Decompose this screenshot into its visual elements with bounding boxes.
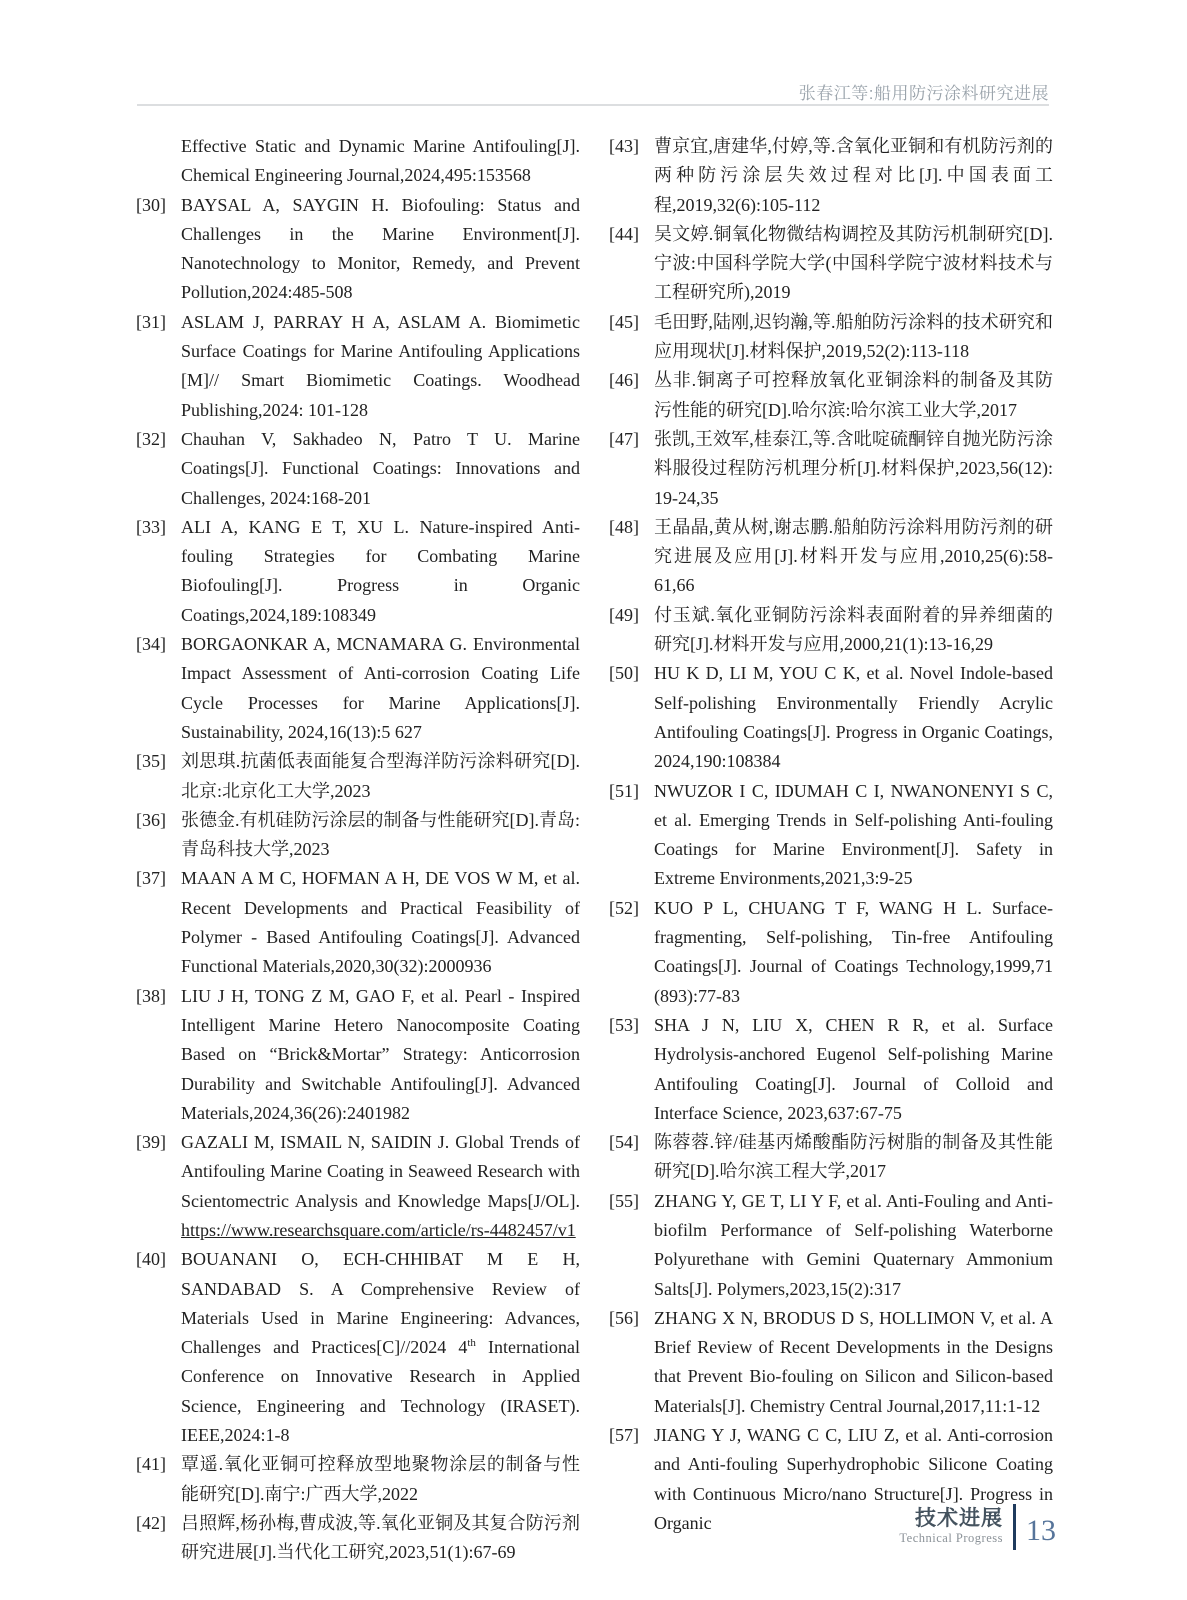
reference-text — [181, 747, 580, 806]
reference-text — [181, 982, 580, 1128]
reference-text — [181, 191, 580, 308]
reference-part: 丛非.铜离子可控释放氧化亚铜涂料的制备及其防污性能的研究[D].哈尔滨:哈尔滨工业大学,2017 — [654, 370, 1053, 420]
reference-text — [181, 864, 580, 981]
reference-part: GAZALI M, ISMAIL N, SAIDIN J. Global Trends of Antifouling Marine Coating in Seaweed Research with Scientomectric Analysis and Knowledge Maps[J/OL]. — [181, 1132, 580, 1211]
reference-text — [654, 777, 1053, 894]
reference-part: BAYSAL A, SAYGIN H. Biofouling: Status and Challenges in the Marine Environment[J]. Nanotechnology to Monitor, Remedy, and Prevent Pollution,2024:485-508 — [181, 194, 580, 303]
reference-item — [609, 894, 1053, 1011]
reference-label: [55] — [609, 1190, 639, 1211]
reference-item — [609, 366, 1053, 425]
reference-text — [654, 513, 1053, 601]
reference-url-link[interactable]: https://www.researchsquare.com/article/rs-4482457/v1 — [181, 1219, 576, 1240]
reference-label: [42] — [136, 1512, 166, 1533]
reference-item — [609, 132, 1053, 220]
reference-text — [654, 1011, 1053, 1128]
reference-item — [609, 220, 1053, 308]
reference-part: Chauhan V, Sakhadeo N, Patro T U. Marine Coatings[J]. Functional Coatings: Innovations and Challenges, 2024:168-201 — [181, 428, 580, 508]
reference-part: 吴文婷.铜氧化物微结构调控及其防污机制研究[D].宁波:中国科学院大学(中国科学院宁波材料技术与工程研究所),2019 — [654, 223, 1053, 303]
reference-label: [44] — [609, 223, 639, 244]
reference-text — [654, 601, 1053, 660]
reference-part: BOUANANI O, ECH-CHHIBAT M E H, SANDABAD S. A Comprehensive Review of Materials Used in Marine Engineering: Advances, Challenges and Practices[C]//2024 4 — [181, 1249, 580, 1358]
reference-part: ALI A, KANG E T, XU L. Nature-inspired Anti-fouling Strategies for Combating Marine Biofouling[J]. Progress in Organic Coatings,2024,189:108349 — [181, 516, 580, 625]
reference-label: [46] — [609, 370, 639, 391]
reference-item — [136, 513, 580, 630]
reference-label: [51] — [609, 780, 639, 801]
reference-item — [136, 806, 580, 865]
reference-label: [31] — [136, 311, 166, 332]
reference-label: [50] — [609, 663, 639, 684]
reference-part: KUO P L, CHUANG T F, WANG H L. Surface-fragmenting, Self-polishing, Tin-free Antifouling Coatings[J]. Journal of Coatings Technology,1999,71 (893):77-83 — [654, 897, 1053, 1006]
reference-label: [54] — [609, 1132, 639, 1153]
reference-part: 张凯,王效军,桂泰江,等.含吡啶硫酮锌自抛光防污涂料服役过程防污机理分析[J].材料保护,2023,56(12): 19-24,35 — [654, 428, 1053, 508]
reference-part: Effective Static and Dynamic Marine Antifouling[J]. Chemical Engineering Journal,2024,495:153568 — [181, 136, 580, 186]
reference-label: [52] — [609, 897, 639, 918]
reference-label: [53] — [609, 1014, 639, 1035]
reference-part: International Conference on Innovative Research in Applied Science, Engineering and Technology (IRASET). IEEE,2024:1-8 — [181, 1337, 580, 1446]
reference-part: BORGAONKAR A, MCNAMARA G. Environmental Impact Assessment of Anti-corrosion Coating Life Cycle Processes for Marine Applications[J]. Sustainability, 2024,16(13):5 627 — [181, 634, 580, 742]
reference-part: ZHANG Y, GE T, LI Y F, et al. Anti-Fouling and Anti-biofilm Performance of Self-polishing Waterborne Polyurethane with Gemini Quaternary Ammonium Salts[J]. Polymers,2023,15(2):317 — [654, 1190, 1053, 1299]
reference-item — [136, 191, 580, 308]
reference-part: 付玉斌.氧化亚铜防污涂料表面附着的异养细菌的研究[J].材料开发与应用,2000,21(1):13-16,29 — [654, 604, 1053, 655]
footer-section — [899, 1508, 1003, 1545]
reference-label: [34] — [136, 634, 166, 655]
reference-text — [181, 1128, 580, 1245]
reference-part: LIU J H, TONG Z M, GAO F, et al. Pearl - Inspired Intelligent Marine Hetero Nanocomposite Coating Based on “Brick&Mortar” Strategy: Anticorrosion Durability and Switchable Antifouling[J]. Advanced Materials,2024,36(26):2401982 — [181, 985, 580, 1123]
reference-text — [654, 220, 1053, 308]
reference-text — [181, 425, 580, 513]
reference-item — [609, 1187, 1053, 1304]
reference-label: [38] — [136, 985, 166, 1006]
page-footer — [899, 1504, 1056, 1550]
reference-text — [654, 308, 1053, 367]
reference-part: NWUZOR I C, IDUMAH C I, NWANONENYI S C, et al. Emerging Trends in Self-polishing Anti-fouling Coatings for Marine Environment[J]. Safety in Extreme Environments,2021,3:9-25 — [654, 780, 1053, 889]
reference-label: [57] — [609, 1425, 639, 1446]
page-number: 13 — [1026, 1514, 1056, 1547]
reference-label: [41] — [136, 1454, 166, 1475]
reference-label: [37] — [136, 868, 166, 889]
reference-part: 曹京宜,唐建华,付婷,等.含氧化亚铜和有机防污剂的两种防污涂层失效过程对比[J].中国表面工程,2019,32(6):105-112 — [654, 136, 1053, 215]
reference-text — [181, 1245, 580, 1450]
reference-part: 张德金.有机硅防污涂层的制备与性能研究[D].青岛:青岛科技大学,2023 — [181, 809, 580, 860]
reference-label: [47] — [609, 428, 639, 449]
reference-item — [609, 1128, 1053, 1187]
reference-part: HU K D, LI M, YOU C K, et al. Novel Indole-based Self-polishing Environmentally Friendly Acrylic Antifouling Coatings[J]. Progress in Organic Coatings, 2024,190:108384 — [654, 663, 1053, 772]
reference-text — [181, 630, 580, 747]
reference-part: 陈蓉蓉.锌/硅基丙烯酸酯防污树脂的制备及其性能研究[D].哈尔滨工程大学,2017 — [654, 1132, 1053, 1182]
reference-label: [33] — [136, 516, 166, 537]
reference-item — [136, 747, 580, 806]
reference-item — [609, 659, 1053, 776]
reference-text — [181, 308, 580, 425]
reference-part: 刘思琪.抗菌低表面能复合型海洋防污涂料研究[D].北京:北京化工大学,2023 — [181, 751, 580, 801]
reference-text — [654, 1187, 1053, 1304]
reference-label: [43] — [609, 136, 639, 156]
reference-text — [181, 806, 580, 865]
reference-part: MAAN A M C, HOFMAN A H, DE VOS W M, et al. Recent Developments and Practical Feasibility of Polymer - Based Antifouling Coatings[J]. Advanced Functional Materials,2020,30(32):2000936 — [181, 868, 580, 977]
reference-superscript: th — [467, 1337, 476, 1350]
reference-column-left — [136, 132, 580, 1568]
footer-section-english: Technical Progress — [899, 1530, 1003, 1545]
reference-part: 王晶晶,黄从树,谢志鹏.船舶防污涂料用防污剂的研究进展及应用[J].材料开发与应用,2010,25(6):58-61,66 — [654, 516, 1053, 596]
reference-item — [136, 425, 580, 513]
reference-label: [40] — [136, 1249, 166, 1270]
reference-item — [609, 308, 1053, 367]
reference-label: [56] — [609, 1307, 639, 1328]
reference-item — [136, 982, 580, 1128]
reference-part: 覃遥.氧化亚铜可控释放型地聚物涂层的制备与性能研究[D].南宁:广西大学,2022 — [181, 1454, 580, 1504]
reference-label: [39] — [136, 1132, 166, 1153]
running-header-title: 张春江等:船用防污涂料研究进展 — [798, 84, 1049, 103]
reference-text — [654, 132, 1053, 220]
reference-part: 吕照辉,杨孙梅,曹成波,等.氧化亚铜及其复合防污剂研究进展[J].当代化工研究,2023,51(1):67-69 — [181, 1512, 580, 1563]
reference-label: [48] — [609, 516, 639, 537]
reference-text — [654, 1128, 1053, 1187]
reference-item — [609, 513, 1053, 601]
reference-item — [609, 1304, 1053, 1421]
reference-item — [609, 777, 1053, 894]
reference-item — [136, 308, 580, 425]
reference-columns — [136, 132, 1053, 1568]
reference-text — [654, 425, 1053, 513]
reference-item — [136, 630, 580, 747]
reference-label: [30] — [136, 194, 166, 215]
reference-label: [45] — [609, 311, 639, 332]
reference-part: ZHANG X N, BRODUS D S, HOLLIMON V, et al. A Brief Review of Recent Developments in the Designs that Prevent Bio-fouling on Silicon and Silicon-based Materials[J]. Chemistry Central Journal,2017,11:1-12 — [654, 1307, 1053, 1416]
reference-part: 毛田野,陆刚,迟钧瀚,等.船舶防污涂料的技术研究和应用现状[J].材料保护,2019,52(2):113-118 — [654, 311, 1053, 362]
reference-item — [136, 1128, 580, 1245]
reference-text — [181, 1509, 580, 1568]
reference-label: [49] — [609, 604, 639, 625]
reference-text — [181, 1450, 580, 1509]
footer-section-chinese: 技术进展 — [915, 1507, 1003, 1531]
reference-label: [35] — [136, 751, 166, 772]
reference-label: [36] — [136, 809, 166, 830]
reference-item — [609, 601, 1053, 660]
reference-part: JIANG Y J, WANG C C, LIU Z, et al. Anti-corrosion and Anti-fouling Superhydrophobic Silicone Coating with Continuous Micro/nano Structure[J]. Progress in Organic — [654, 1425, 1053, 1533]
reference-label — [136, 132, 181, 191]
reference-text — [181, 132, 580, 191]
reference-text — [654, 1304, 1053, 1421]
reference-item — [136, 1245, 580, 1450]
reference-item — [136, 864, 580, 981]
reference-text — [654, 366, 1053, 425]
reference-item — [136, 1450, 580, 1509]
reference-item — [136, 1509, 580, 1568]
reference-column-right — [609, 132, 1053, 1568]
reference-item — [609, 425, 1053, 513]
footer-divider-bar — [1013, 1504, 1016, 1550]
reference-text — [181, 513, 580, 630]
reference-part: SHA J N, LIU X, CHEN R R, et al. Surface Hydrolysis-anchored Eugenol Self-polishing Marine Antifouling Coating[J]. Journal of Colloid and Interface Science, 2023,637:67-75 — [654, 1014, 1053, 1123]
reference-text — [654, 659, 1053, 776]
reference-item — [136, 132, 580, 191]
reference-part: ASLAM J, PARRAY H A, ASLAM A. Biomimetic Surface Coatings for Marine Antifouling Applications [M]// Smart Biomimetic Coatings. Woodhead Publishing,2024: 101-128 — [181, 311, 580, 420]
reference-text — [654, 894, 1053, 1011]
header-divider — [137, 104, 1049, 106]
reference-item — [609, 1011, 1053, 1128]
reference-label: [32] — [136, 428, 166, 449]
